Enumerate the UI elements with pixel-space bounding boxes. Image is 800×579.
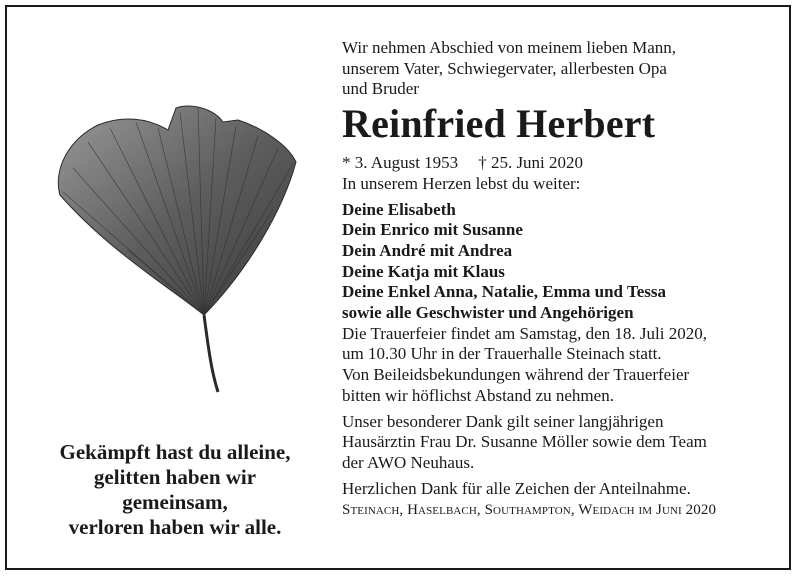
motto-verse — [30, 440, 320, 540]
ginkgo-leaf-icon — [48, 100, 303, 400]
thanks-line: der AWO Neuhaus. — [342, 452, 475, 472]
mourner: Deine Elisabeth — [342, 199, 456, 219]
mourner: Dein André mit Andrea — [342, 240, 513, 260]
mourner: Deine Enkel Anna, Natalie, Emma und Tessa — [342, 282, 667, 302]
birth-date: * 3. August 1953 — [342, 153, 459, 173]
mourner: Deine Katja mit Klaus — [342, 261, 505, 281]
funeral-line: um 10.30 Uhr in der Trauerhalle Steinach statt. — [342, 344, 662, 364]
motto-line: gemeinsam, — [122, 490, 228, 514]
intro-line: unserem Vater, Schwiegervater, allerbesten Opa — [342, 58, 667, 78]
notice-text — [342, 38, 782, 521]
thanks-line: Unser besonderer Dank gilt seiner langjährigen — [342, 411, 664, 431]
motto-line: Gekämpft hast du alleine, — [59, 440, 291, 464]
places-date: Steinach, Haselbach, Southampton, Weidach im Juni 2020 — [342, 502, 717, 519]
deceased-name: Reinfried Herbert — [342, 101, 656, 147]
intro-line: und Bruder — [342, 79, 419, 99]
closing-line: Herzlichen Dank für alle Zeichen der Anteilnahme. — [342, 478, 691, 498]
funeral-line: Die Trauerfeier findet am Samstag, den 18. Juli 2020, — [342, 323, 707, 343]
intro-line: Wir nehmen Abschied von meinem lieben Mann, — [342, 38, 677, 57]
death-date: † 25. Juni 2020 — [478, 153, 584, 173]
thanks-line: Hausärztin Frau Dr. Susanne Möller sowie dem Team — [342, 432, 707, 452]
motto-line: verloren haben wir alle. — [68, 515, 282, 539]
funeral-line: bitten wir höflichst Abstand zu nehmen. — [342, 385, 614, 405]
mourner: Dein Enrico mit Susanne — [342, 220, 523, 240]
motto-line: gelitten haben wir — [93, 465, 257, 489]
funeral-line: Von Beileidsbekundungen während der Trauerfeier — [342, 365, 690, 385]
mourner: sowie alle Geschwister und Angehörigen — [342, 303, 634, 323]
life-dates — [342, 153, 782, 174]
heart-line: In unserem Herzen lebst du weiter: — [342, 173, 581, 193]
